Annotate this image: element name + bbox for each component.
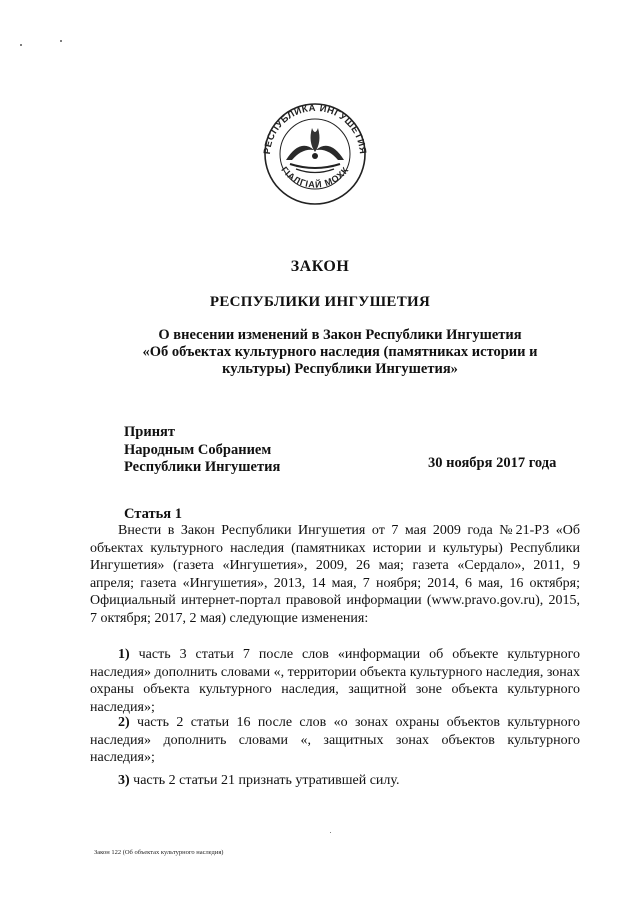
article-intro <box>90 522 580 627</box>
article-item <box>90 772 580 790</box>
document-title: ЗАКОН <box>290 258 350 275</box>
coat-of-arms-emblem <box>256 98 374 206</box>
scan-speck <box>60 40 62 42</box>
adoption-line: Принят <box>124 424 176 440</box>
page-footer: Закон 122 (Об объектах культурного наследия) <box>94 849 224 856</box>
law-name <box>110 327 570 378</box>
adoption-date: 30 ноября 2017 года <box>428 455 557 471</box>
scan-speck <box>20 44 22 46</box>
item-number: 2) <box>118 715 130 730</box>
item-number: 3) <box>118 773 130 788</box>
article-item <box>90 714 580 767</box>
law-name-line: культуры) Республики Ингушетия» <box>222 361 458 377</box>
article-heading: Статья 1 <box>124 506 182 522</box>
scan-speck <box>330 832 331 833</box>
law-name-line: О внесении изменений в Закон Республики Ингушетия <box>158 327 522 343</box>
document-subtitle: РЕСПУБЛИКИ ИНГУШЕТИЯ <box>209 294 431 310</box>
item-number: 1) <box>118 647 130 662</box>
article-intro-text: Внести в Закон Республики Ингушетия от 7 мая 2009 года №21-РЗ «Об объектах культурного наследия (памятниках истории и культуры) Республики Ингушетия» (газета «Ингушетия», 2009, 26 мая; газета «Сердало», 2011, 9 апреля; газета «Ингушетия», 2013, 14 мая, 7 ноября; 2014, 6 мая, 16 октября; Официальный интернет-портал правовой информации (www.pravo.gov.ru), 2015, 7 октября; 2017, 2 мая) следующие изменения: <box>90 523 580 626</box>
adoption-line: Республики Ингушетия <box>124 459 281 475</box>
emblem-text-bottom: ГIАЛГIАЙ МОХК <box>279 164 351 190</box>
adoption-block <box>124 424 280 477</box>
item-text: часть 3 статьи 7 после слов «информации об объекте культурного наследия» дополнить словами «, территории объекта культурного наследия, зонах охраны объекта культурного наследия, защитной зоне объекта культурного наследия»; <box>90 647 580 715</box>
emblem-text-top: РЕСПУБЛИКА ИНГУШЕТИЯ <box>261 102 369 155</box>
article-item <box>90 646 580 716</box>
law-name-line: «Об объектах культурного наследия (памятниках истории и <box>142 344 538 360</box>
item-text: часть 2 статьи 16 после слов «о зонах охраны объектов культурного наследия» дополнить словами «, защитных зонах объектов культурного наследия»; <box>90 715 581 765</box>
item-text: часть 2 статьи 21 признать утратившей силу. <box>133 773 400 788</box>
adoption-line: Народным Собранием <box>124 441 272 458</box>
